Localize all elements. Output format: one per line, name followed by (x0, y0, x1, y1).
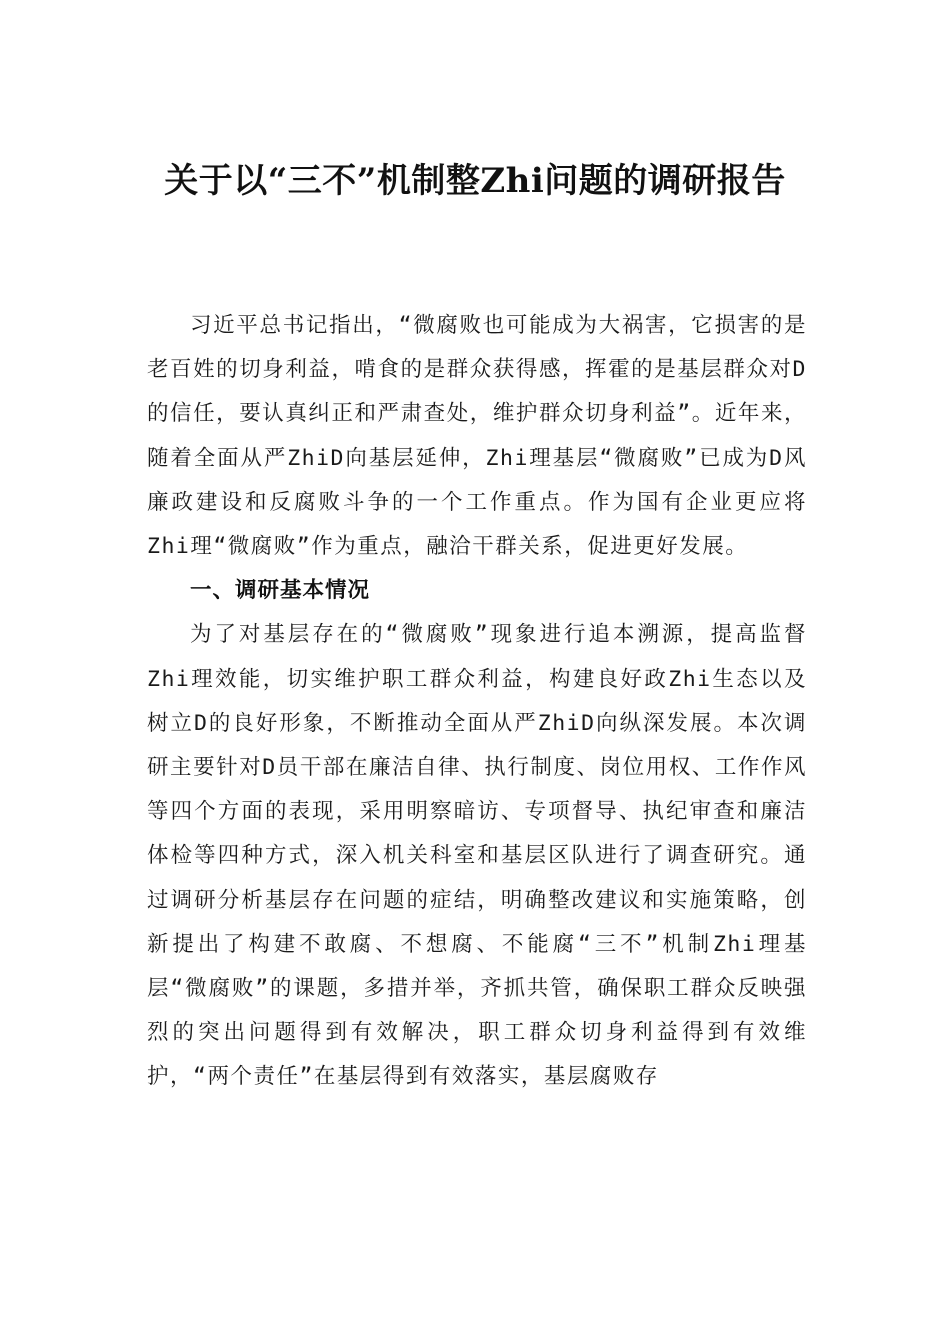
body-paragraph: 为了对基层存在的“微腐败”现象进行追本溯源，提高监督Zhi理效能，切实维护职工群众利益，构建良好政Zhi生态以及树立D的良好形象，不断推动全面从严ZhiD向纵深发展。本次调研主要针对D员干部在廉洁自律、执行制度、岗位用权、工作作风等四个方面的表现，采用明察暗访、专项督导、执纪审查和廉洁体检等四种方式，深入机关科室和基层区队进行了调查研究。通过调研分析基层存在问题的症结，明确整改建议和实施策略，创新提出了构建不敢腐、不想腐、不能腐“三不”机制Zhi理基层“微腐败”的课题，多措并举，齐抓共管，确保职工群众反映强烈的突出问题得到有效解决，职工群众切身利益得到有效维护，“两个责任”在基层得到有效落实，基层腐败存 (147, 622, 807, 1090)
section-heading: 一、调研基本情况 (190, 578, 371, 604)
document-title: 关于以“三不”机制整Zhi问题的调研报告 (164, 161, 786, 201)
document-body (147, 304, 807, 1100)
intro-paragraph: 习近平总书记指出，“微腐败也可能成为大祸害，它损害的是老百姓的切身利益，啃食的是群众获得感，挥霍的是基层群众对D的信任，要认真纠正和严肃查处，维护群众切身利益”。近年来，随着全面从严ZhiD向基层延伸，Zhi理基层“微腐败”已成为D风廉政建设和反腐败斗争的一个工作重点。作为国有企业更应将Zhi理“微腐败”作为重点，融洽干群关系，促进更好发展。 (147, 313, 807, 560)
